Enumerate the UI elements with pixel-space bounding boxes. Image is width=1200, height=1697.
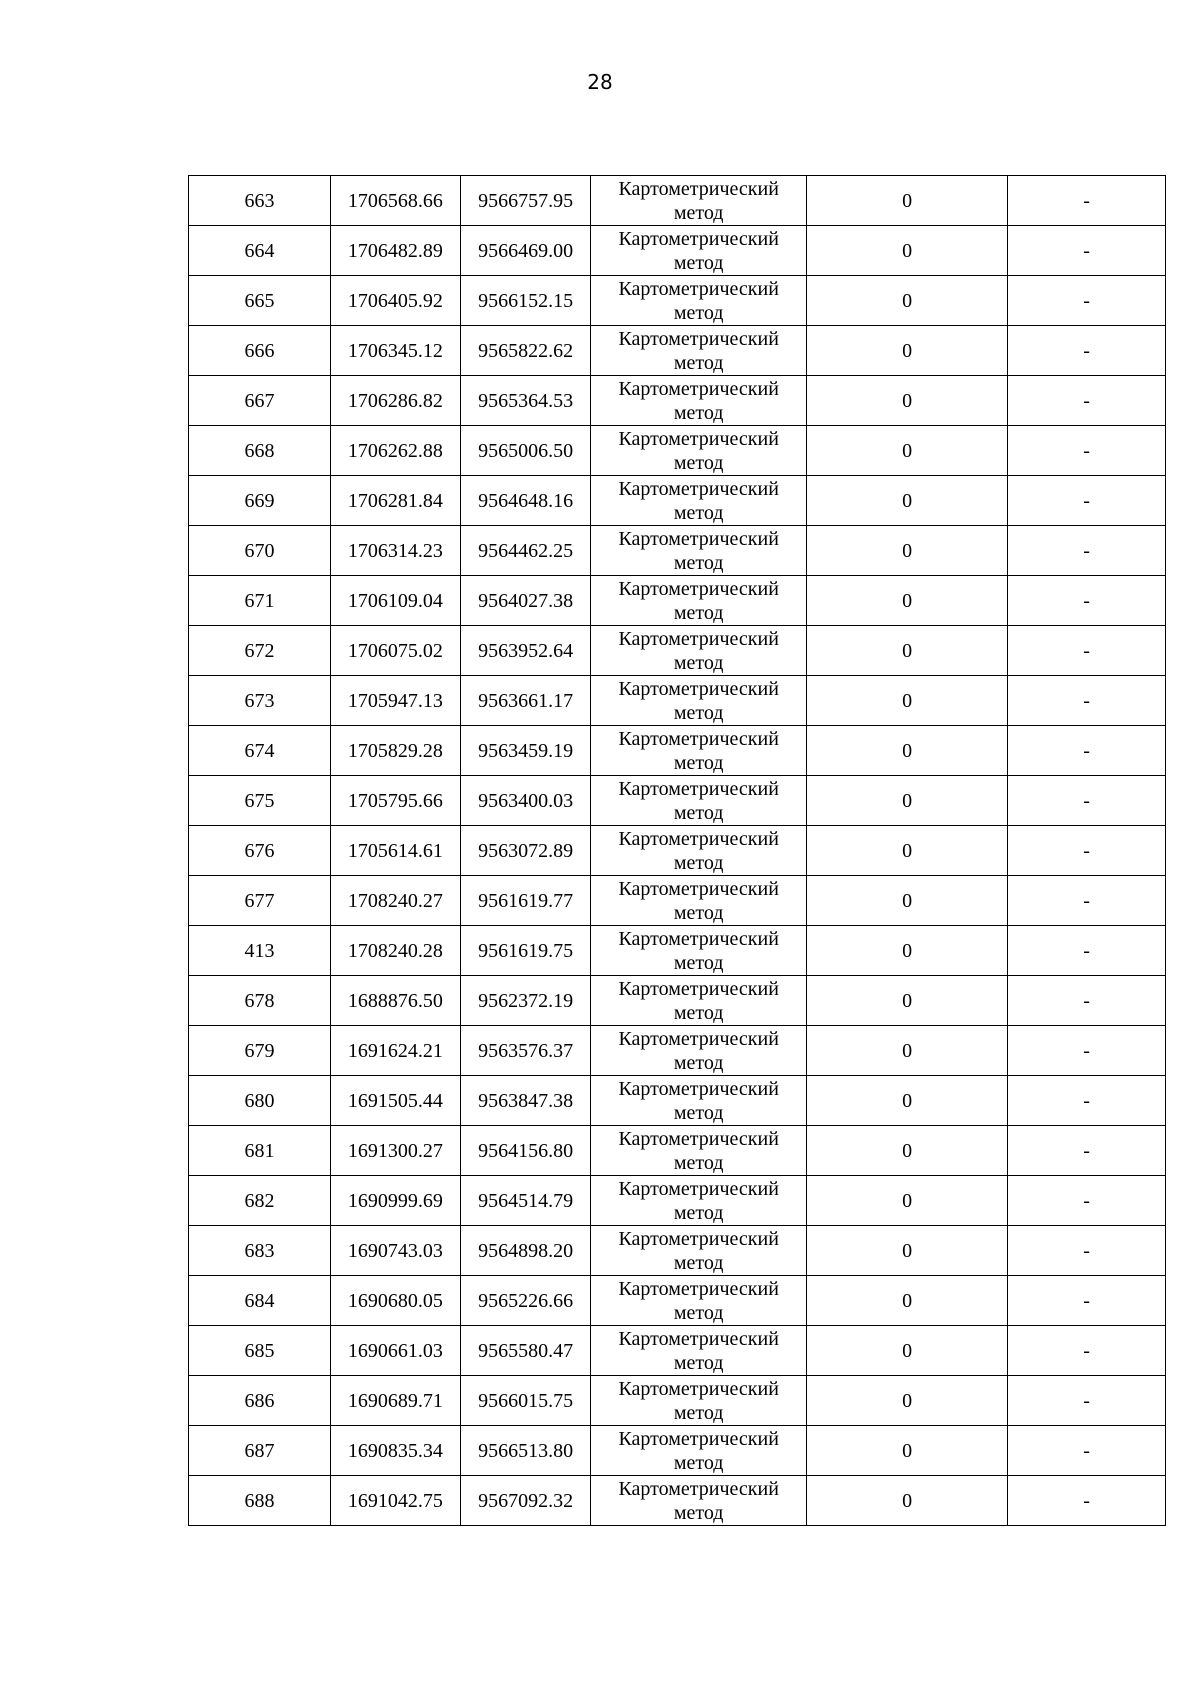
table-row	[189, 1326, 1166, 1376]
note-cell: -	[1008, 876, 1166, 926]
note-cell: -	[1008, 326, 1166, 376]
point-number-cell: 685	[189, 1326, 331, 1376]
method-cell: Картометрический метод	[591, 376, 807, 426]
method-cell: Картометрический метод	[591, 176, 807, 226]
error-cell: 0	[806, 776, 1007, 826]
point-number-cell: 679	[189, 1026, 331, 1076]
table-row	[189, 1076, 1166, 1126]
point-number-cell: 680	[189, 1076, 331, 1126]
y-coordinate-cell: 9561619.77	[460, 876, 591, 926]
point-number-cell: 668	[189, 426, 331, 476]
x-coordinate-cell: 1706281.84	[331, 476, 461, 526]
y-coordinate-cell: 9564156.80	[460, 1126, 591, 1176]
error-cell: 0	[806, 1226, 1007, 1276]
table-row	[189, 1126, 1166, 1176]
error-cell: 0	[806, 626, 1007, 676]
point-number-cell: 671	[189, 576, 331, 626]
table-row	[189, 326, 1166, 376]
error-cell: 0	[806, 826, 1007, 876]
note-cell: -	[1008, 976, 1166, 1026]
table-row	[189, 1226, 1166, 1276]
point-number-cell: 413	[189, 926, 331, 976]
coordinates-table	[188, 175, 1166, 1526]
table-row	[189, 826, 1166, 876]
note-cell: -	[1008, 626, 1166, 676]
method-cell: Картометрический метод	[591, 676, 807, 726]
table-row	[189, 876, 1166, 926]
x-coordinate-cell: 1691300.27	[331, 1126, 461, 1176]
x-coordinate-cell: 1706482.89	[331, 226, 461, 276]
x-coordinate-cell: 1706345.12	[331, 326, 461, 376]
method-cell: Картометрический метод	[591, 1176, 807, 1226]
method-cell: Картометрический метод	[591, 276, 807, 326]
point-number-cell: 675	[189, 776, 331, 826]
table-row	[189, 926, 1166, 976]
table-row	[189, 276, 1166, 326]
x-coordinate-cell: 1708240.28	[331, 926, 461, 976]
error-cell: 0	[806, 1126, 1007, 1176]
method-cell: Картометрический метод	[591, 426, 807, 476]
point-number-cell: 688	[189, 1476, 331, 1526]
method-cell: Картометрический метод	[591, 1426, 807, 1476]
method-cell: Картометрический метод	[591, 526, 807, 576]
table-row	[189, 1476, 1166, 1526]
y-coordinate-cell: 9566469.00	[460, 226, 591, 276]
y-coordinate-cell: 9562372.19	[460, 976, 591, 1026]
method-cell: Картометрический метод	[591, 1376, 807, 1426]
method-cell: Картометрический метод	[591, 976, 807, 1026]
x-coordinate-cell: 1690661.03	[331, 1326, 461, 1376]
error-cell: 0	[806, 1026, 1007, 1076]
note-cell: -	[1008, 176, 1166, 226]
point-number-cell: 673	[189, 676, 331, 726]
table-row	[189, 476, 1166, 526]
point-number-cell: 665	[189, 276, 331, 326]
note-cell: -	[1008, 476, 1166, 526]
table-row	[189, 676, 1166, 726]
y-coordinate-cell: 9563072.89	[460, 826, 591, 876]
x-coordinate-cell: 1705947.13	[331, 676, 461, 726]
error-cell: 0	[806, 1426, 1007, 1476]
method-cell: Картометрический метод	[591, 476, 807, 526]
error-cell: 0	[806, 476, 1007, 526]
x-coordinate-cell: 1705614.61	[331, 826, 461, 876]
y-coordinate-cell: 9565364.53	[460, 376, 591, 426]
method-cell: Картометрический метод	[591, 626, 807, 676]
note-cell: -	[1008, 1376, 1166, 1426]
method-cell: Картометрический метод	[591, 326, 807, 376]
point-number-cell: 681	[189, 1126, 331, 1176]
y-coordinate-cell: 9563400.03	[460, 776, 591, 826]
error-cell: 0	[806, 1476, 1007, 1526]
point-number-cell: 663	[189, 176, 331, 226]
y-coordinate-cell: 9566513.80	[460, 1426, 591, 1476]
y-coordinate-cell: 9563952.64	[460, 626, 591, 676]
table-row	[189, 626, 1166, 676]
note-cell: -	[1008, 1076, 1166, 1126]
table-row	[189, 526, 1166, 576]
x-coordinate-cell: 1708240.27	[331, 876, 461, 926]
y-coordinate-cell: 9565226.66	[460, 1276, 591, 1326]
error-cell: 0	[806, 226, 1007, 276]
method-cell: Картометрический метод	[591, 1226, 807, 1276]
point-number-cell: 682	[189, 1176, 331, 1226]
x-coordinate-cell: 1706314.23	[331, 526, 461, 576]
x-coordinate-cell: 1691042.75	[331, 1476, 461, 1526]
y-coordinate-cell: 9563576.37	[460, 1026, 591, 1076]
method-cell: Картометрический метод	[591, 776, 807, 826]
table-row	[189, 1426, 1166, 1476]
table-row	[189, 1176, 1166, 1226]
point-number-cell: 674	[189, 726, 331, 776]
note-cell: -	[1008, 1326, 1166, 1376]
y-coordinate-cell: 9565006.50	[460, 426, 591, 476]
method-cell: Картометрический метод	[591, 576, 807, 626]
x-coordinate-cell: 1706286.82	[331, 376, 461, 426]
x-coordinate-cell: 1706262.88	[331, 426, 461, 476]
note-cell: -	[1008, 1476, 1166, 1526]
note-cell: -	[1008, 1026, 1166, 1076]
x-coordinate-cell: 1705829.28	[331, 726, 461, 776]
y-coordinate-cell: 9565580.47	[460, 1326, 591, 1376]
error-cell: 0	[806, 576, 1007, 626]
point-number-cell: 667	[189, 376, 331, 426]
table-row	[189, 1376, 1166, 1426]
note-cell: -	[1008, 776, 1166, 826]
point-number-cell: 666	[189, 326, 331, 376]
point-number-cell: 672	[189, 626, 331, 676]
table-row	[189, 226, 1166, 276]
error-cell: 0	[806, 726, 1007, 776]
coordinates-table-body	[189, 176, 1166, 1526]
y-coordinate-cell: 9566152.15	[460, 276, 591, 326]
error-cell: 0	[806, 876, 1007, 926]
error-cell: 0	[806, 326, 1007, 376]
point-number-cell: 683	[189, 1226, 331, 1276]
table-row	[189, 1026, 1166, 1076]
table-row	[189, 726, 1166, 776]
point-number-cell: 677	[189, 876, 331, 926]
x-coordinate-cell: 1691624.21	[331, 1026, 461, 1076]
method-cell: Картометрический метод	[591, 1326, 807, 1376]
point-number-cell: 669	[189, 476, 331, 526]
point-number-cell: 686	[189, 1376, 331, 1426]
method-cell: Картометрический метод	[591, 876, 807, 926]
y-coordinate-cell: 9563459.19	[460, 726, 591, 776]
error-cell: 0	[806, 276, 1007, 326]
error-cell: 0	[806, 176, 1007, 226]
x-coordinate-cell: 1706568.66	[331, 176, 461, 226]
note-cell: -	[1008, 1226, 1166, 1276]
method-cell: Картометрический метод	[591, 1276, 807, 1326]
x-coordinate-cell: 1690999.69	[331, 1176, 461, 1226]
method-cell: Картометрический метод	[591, 1476, 807, 1526]
note-cell: -	[1008, 1126, 1166, 1176]
x-coordinate-cell: 1688876.50	[331, 976, 461, 1026]
error-cell: 0	[806, 1076, 1007, 1126]
table-row	[189, 176, 1166, 226]
x-coordinate-cell: 1690743.03	[331, 1226, 461, 1276]
point-number-cell: 670	[189, 526, 331, 576]
y-coordinate-cell: 9567092.32	[460, 1476, 591, 1526]
error-cell: 0	[806, 426, 1007, 476]
note-cell: -	[1008, 726, 1166, 776]
error-cell: 0	[806, 926, 1007, 976]
x-coordinate-cell: 1690680.05	[331, 1276, 461, 1326]
point-number-cell: 684	[189, 1276, 331, 1326]
x-coordinate-cell: 1706075.02	[331, 626, 461, 676]
y-coordinate-cell: 9564514.79	[460, 1176, 591, 1226]
x-coordinate-cell: 1691505.44	[331, 1076, 461, 1126]
table-row	[189, 426, 1166, 476]
table-row	[189, 576, 1166, 626]
point-number-cell: 687	[189, 1426, 331, 1476]
error-cell: 0	[806, 1176, 1007, 1226]
table-row	[189, 776, 1166, 826]
error-cell: 0	[806, 1276, 1007, 1326]
y-coordinate-cell: 9565822.62	[460, 326, 591, 376]
y-coordinate-cell: 9563847.38	[460, 1076, 591, 1126]
y-coordinate-cell: 9564648.16	[460, 476, 591, 526]
note-cell: -	[1008, 1276, 1166, 1326]
note-cell: -	[1008, 526, 1166, 576]
note-cell: -	[1008, 826, 1166, 876]
y-coordinate-cell: 9566757.95	[460, 176, 591, 226]
y-coordinate-cell: 9563661.17	[460, 676, 591, 726]
table-row	[189, 976, 1166, 1026]
method-cell: Картометрический метод	[591, 1026, 807, 1076]
x-coordinate-cell: 1706405.92	[331, 276, 461, 326]
point-number-cell: 664	[189, 226, 331, 276]
method-cell: Картометрический метод	[591, 1076, 807, 1126]
error-cell: 0	[806, 976, 1007, 1026]
error-cell: 0	[806, 676, 1007, 726]
y-coordinate-cell: 9564027.38	[460, 576, 591, 626]
x-coordinate-cell: 1706109.04	[331, 576, 461, 626]
error-cell: 0	[806, 376, 1007, 426]
x-coordinate-cell: 1705795.66	[331, 776, 461, 826]
y-coordinate-cell: 9564898.20	[460, 1226, 591, 1276]
page-number: 28	[587, 70, 613, 94]
y-coordinate-cell: 9561619.75	[460, 926, 591, 976]
x-coordinate-cell: 1690689.71	[331, 1376, 461, 1426]
note-cell: -	[1008, 1176, 1166, 1226]
note-cell: -	[1008, 226, 1166, 276]
table-row	[189, 376, 1166, 426]
y-coordinate-cell: 9566015.75	[460, 1376, 591, 1426]
note-cell: -	[1008, 576, 1166, 626]
note-cell: -	[1008, 1426, 1166, 1476]
x-coordinate-cell: 1690835.34	[331, 1426, 461, 1476]
method-cell: Картометрический метод	[591, 726, 807, 776]
method-cell: Картометрический метод	[591, 1126, 807, 1176]
note-cell: -	[1008, 276, 1166, 326]
point-number-cell: 676	[189, 826, 331, 876]
error-cell: 0	[806, 1326, 1007, 1376]
note-cell: -	[1008, 426, 1166, 476]
point-number-cell: 678	[189, 976, 331, 1026]
y-coordinate-cell: 9564462.25	[460, 526, 591, 576]
method-cell: Картометрический метод	[591, 826, 807, 876]
method-cell: Картометрический метод	[591, 226, 807, 276]
table-row	[189, 1276, 1166, 1326]
error-cell: 0	[806, 526, 1007, 576]
error-cell: 0	[806, 1376, 1007, 1426]
note-cell: -	[1008, 376, 1166, 426]
method-cell: Картометрический метод	[591, 926, 807, 976]
note-cell: -	[1008, 676, 1166, 726]
note-cell: -	[1008, 926, 1166, 976]
